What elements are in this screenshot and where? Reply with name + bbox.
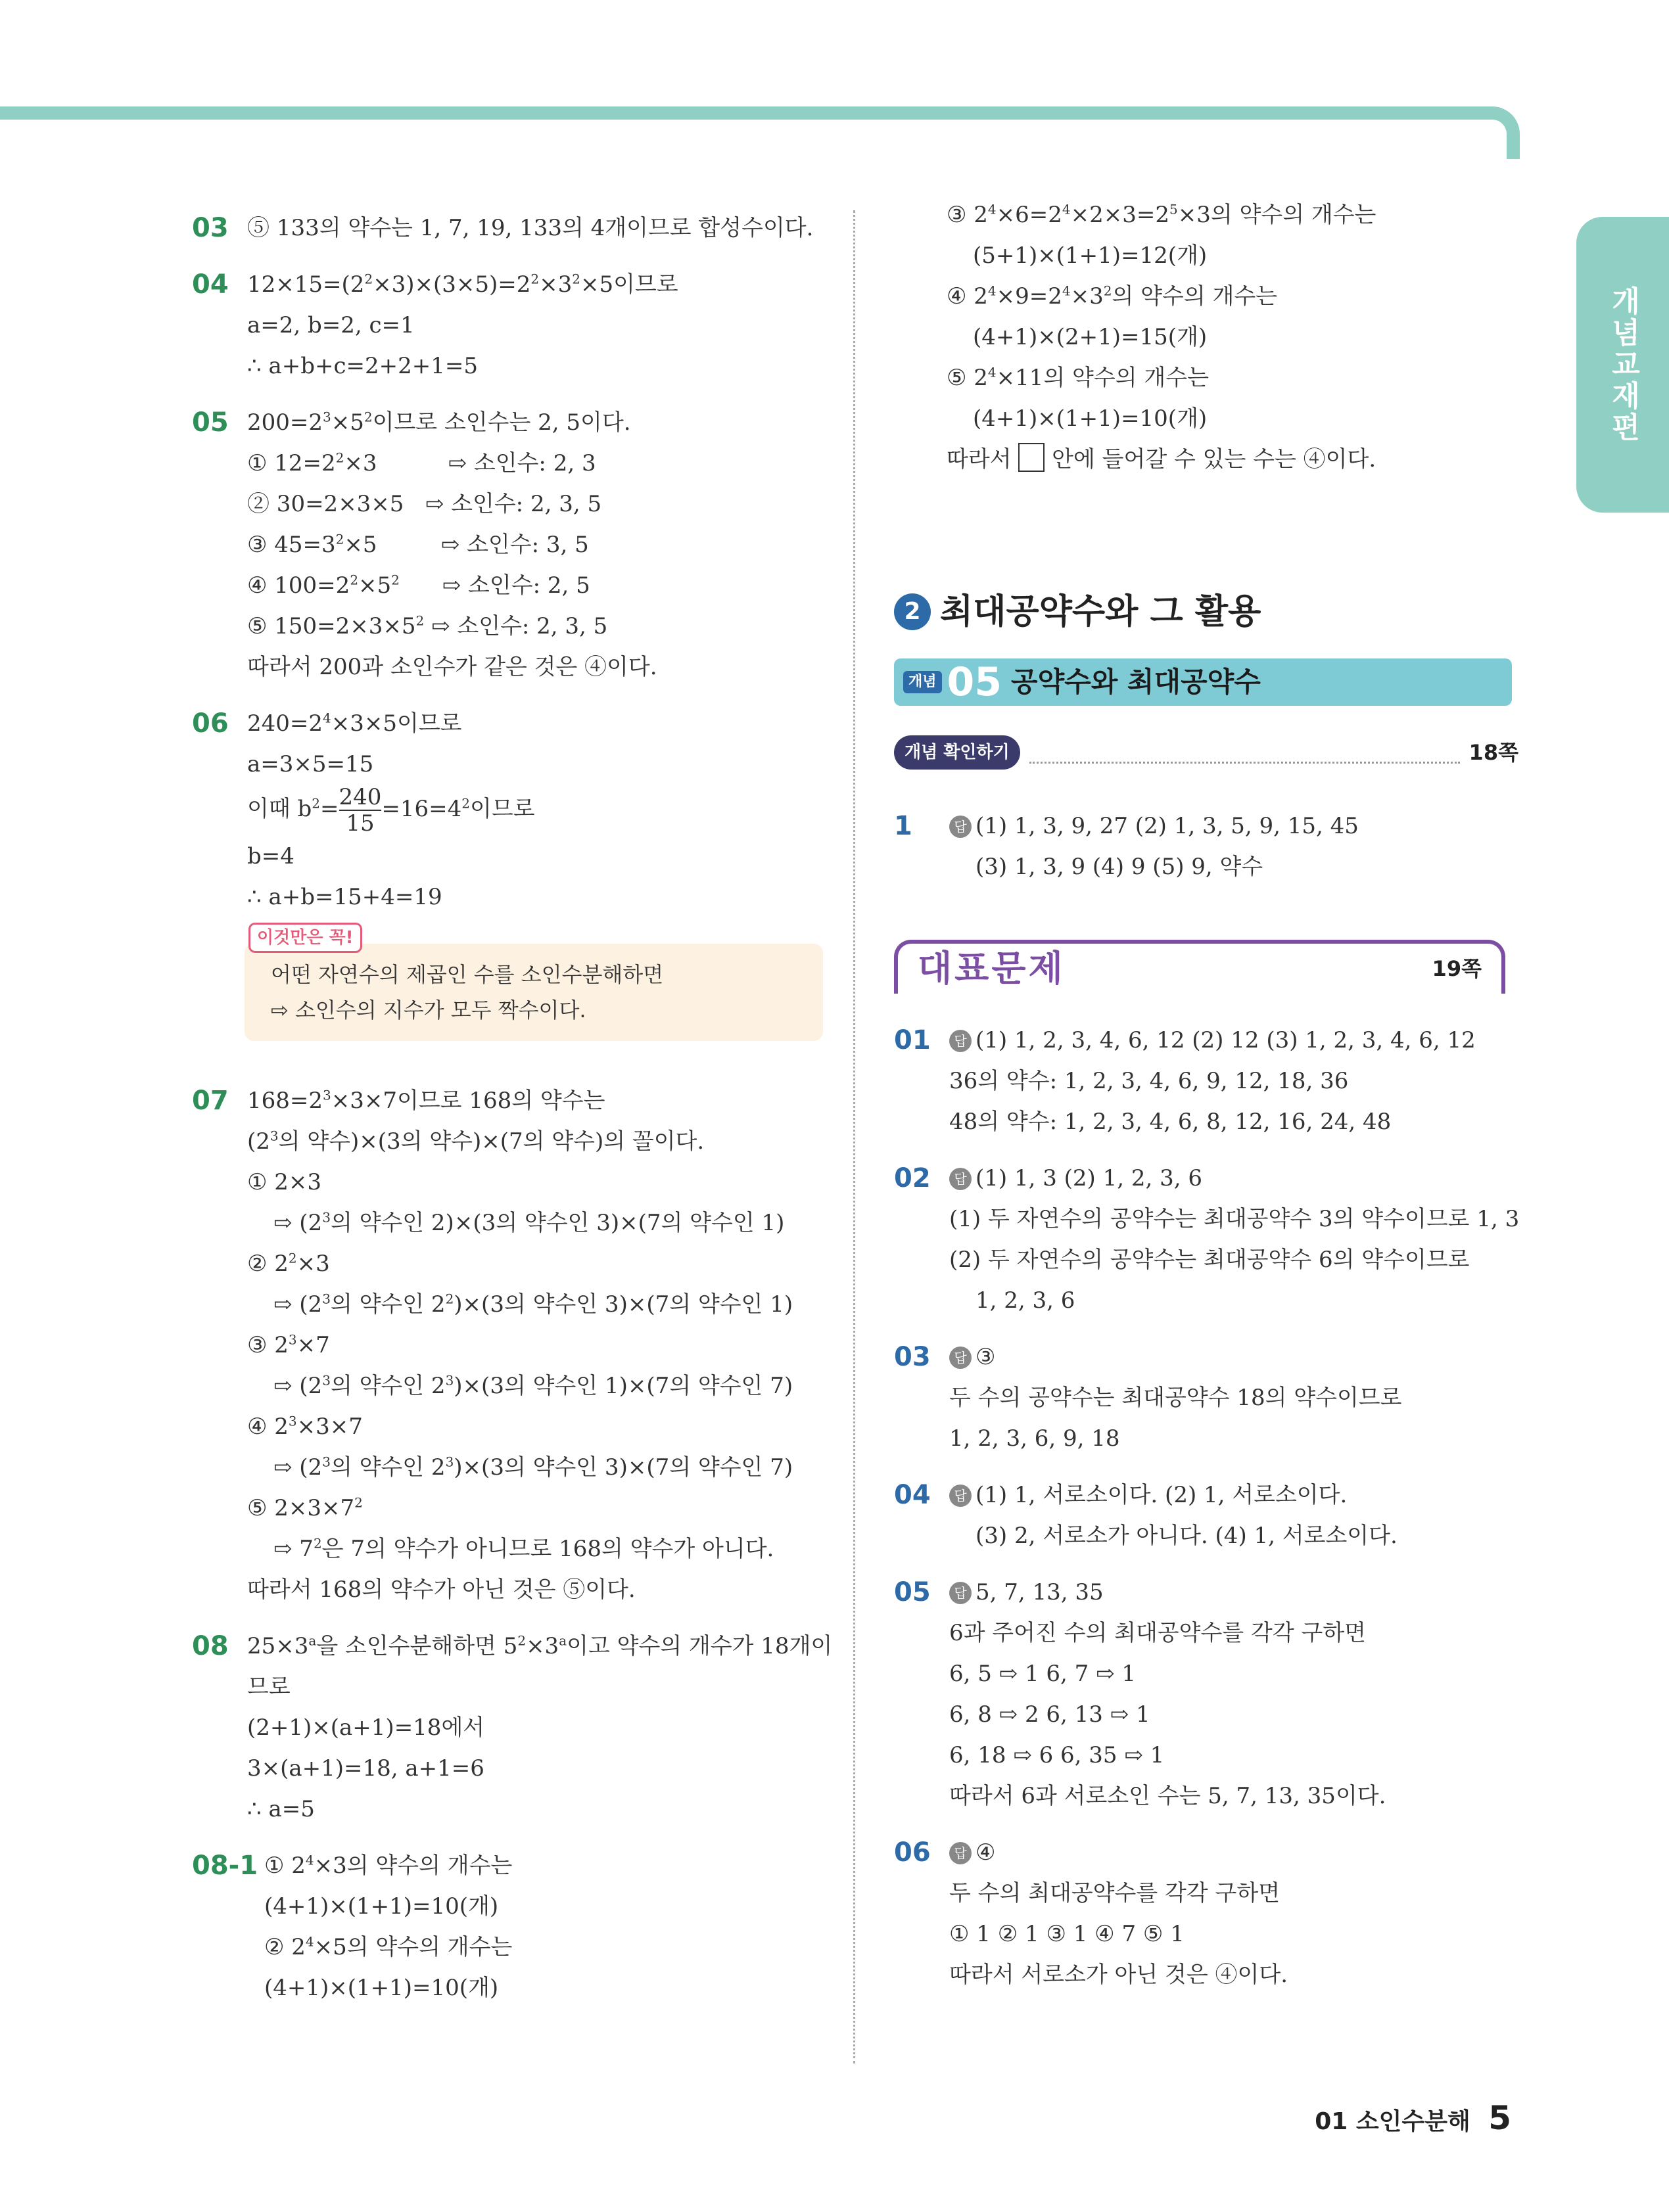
solution-line [949,1158,1518,1199]
problem-08 [192,1626,833,1830]
problem-number: 07 [192,1086,229,1116]
solution-line: 36의 약수: 1, 2, 3, 4, 6, 9, 12, 18, 36 [949,1068,1349,1094]
answer-badge: 답 [949,1168,972,1190]
top-decorative-bar [0,106,1505,120]
answer-text: (1) 1, 서로소이다. (2) 1, 서로소이다. [976,1482,1348,1508]
right-column [894,201,1520,2011]
solution-line: (4+1)×(1+1)=10(개) [973,405,1208,432]
solution-line: ∴ a+b+c=2+2+1=5 [247,353,478,379]
rep-title: 대표문제 [918,948,1066,989]
solution-line: (4+1)×(2+1)=15(개) [973,324,1208,350]
answer-badge: 답 [949,816,972,838]
problem-07 [192,1080,823,1610]
answer-text: ④ [976,1839,996,1866]
rep-05 [894,1572,1518,1816]
problem-number: 01 [894,1025,931,1055]
problem-04 [192,264,823,386]
answer-text: 5, 7, 13, 35 [976,1579,1104,1605]
solution-line: 6과 주어진 수의 최대공약수를 각각 구하면 [949,1620,1367,1646]
solution-line: $240=2^4\times 3\times 5$이므로 [247,710,462,737]
solution-line: ① $12=2^2\times 3$ ⇨ 소인수: 2, 3 [247,449,596,476]
solution-line: a=2, b=2, c=1 [247,312,415,338]
problem-number: 06 [192,708,229,739]
section-number: 2 [894,593,931,630]
rep-03 [894,1337,1518,1459]
solution-line: 따라서 안에 들어갈 수 있는 수는 ④이다. [947,439,1518,480]
problem-number: 1 [894,811,912,841]
solution-line [949,1832,1518,1873]
solution-line: ④ $100=2^2\times 5^2$ ⇨ 소인수: 2, 5 [247,572,590,599]
rep-02 [894,1158,1518,1321]
page-reference: 18쪽 [1469,740,1518,765]
side-tab: 개념교재편 [1576,217,1669,513]
solution-line: ② 30=2×3×5 ⇨ 소인수: 2, 3, 5 [247,491,602,517]
solution-line: ④ $2^3\times 3\times 7$ [247,1413,363,1440]
answer-text: (1) 1, 2, 3, 4, 6, 12 (2) 12 (3) 1, 2, 3, 4, 6, 12 [976,1027,1476,1053]
solution-line: ⇨ ($2^3$의 약수인 $2^3)\times(3$의 약수인 3)×(7의 약수인 7) [273,1454,793,1481]
solution-line: ② $2^4\times 5$의 약수의 개수는 [264,1933,513,1960]
solution-line: (4+1)×(1+1)=10(개) [264,1893,499,1920]
problem-number: 06 [894,1837,931,1868]
section-title: 최대공약수와 그 활용 [940,592,1261,632]
tip-box [245,928,823,1041]
tip-label: 이것만은 꼭! [248,923,362,953]
answer-text: ③ [976,1344,996,1370]
solution-line: 두 수의 공약수는 최대공약수 18의 약수이므로 [949,1385,1402,1411]
solution-line: ① 1 ② 1 ③ 1 ④ 7 ⑤ 1 [949,1921,1185,1947]
check-badge: 개념 확인하기 [894,735,1020,770]
solution-line: ② $2^2\times 3$ [247,1250,330,1277]
solution-line [949,1572,1518,1613]
concept-title: 공약수와 최대공약수 [1011,666,1261,698]
page-footer [1315,2099,1511,2137]
solution-line: ⇨ ($2^3$의 약수인 2)×(3의 약수인 3)×(7의 약수인 1) [273,1209,785,1236]
solution-line: 6, 5 ⇨ 1 6, 7 ⇨ 1 [949,1661,1137,1687]
problem-number: 02 [894,1163,931,1193]
concept-bar [894,658,1512,706]
solution-line: (5+1)×(1+1)=12(개) [973,242,1208,269]
solution-line: ∴ a=5 [247,1796,315,1822]
problem-number: 03 [192,213,229,243]
solution-line: ① 2×3 [247,1169,322,1195]
solution-line: ($2^3$의 약수)×(3의 약수)×(7의 약수)의 꼴이다. [247,1128,705,1155]
rep-01 [894,1020,1518,1142]
problem-06 [192,703,823,917]
problem-number: 08 [192,1631,229,1661]
solution-line: ③ $2^3\times 7$ [247,1331,330,1358]
top-bar-corner [1492,106,1520,159]
problem-number: 03 [894,1342,931,1372]
solution-line: ③ $2^4\times 6=2^4\times 2\times 3=2^5\times 3$의 약수의 개수는 [947,201,1376,228]
page-reference: 19쪽 [1432,956,1482,981]
check-row [894,732,1518,773]
answer-badge: 답 [949,1485,972,1507]
rep-04 [894,1475,1518,1556]
solution-line: ⑤ $2^4\times 11$의 약수의 개수는 [947,364,1209,391]
solution-line: ⇨ $7^2$은 7의 약수가 아니므로 168의 약수가 아니다. [273,1535,774,1562]
problem-number: 04 [894,1480,931,1510]
solution-line: ③ $45=3^2\times 5$ ⇨ 소인수: 3, 5 [247,531,589,558]
solution-line: (3) 2, 서로소가 아니다. (4) 1, 서로소이다. [976,1523,1398,1549]
solution-line: (1) 두 자연수의 공약수는 최대공약수 3의 약수이므로 1, 3 [949,1206,1520,1232]
concept-check-1 [894,806,1518,887]
solution-line: (4+1)×(1+1)=10(개) [264,1975,499,2001]
solution-line [949,1337,1518,1377]
problem-08-1 [192,1845,823,2008]
solution-line: ⑤ $150=2\times 3\times 5^2$ ⇨ 소인수: 2, 3, 5 [247,612,608,639]
concept-number: 05 [947,659,1002,705]
solution-line: ⑤ 133의 약수는 1, 7, 19, 133의 4개이므로 합성수이다. [247,215,814,241]
solution-line: $12\times 15=(2^2\times 3)\times(3\times 5)=2^2\times 3^2\times 5$이므로 [247,271,678,298]
fraction: $\frac{240}{15}$ [339,784,382,837]
solution-line: $25\times 3^a$을 소인수분해하면 $5^2\times 3^a$이고 약수의 개수가 18개이 [247,1632,833,1659]
solution-line: $168=2^3\times 3\times 7$이므로 168의 약수는 [247,1087,605,1114]
solution-line: ⇨ ($2^3$의 약수인 $2^2)\times(3$의 약수인 3)×(7의 약수인 1) [273,1291,793,1318]
solution-line: 6, 18 ⇨ 6 6, 35 ⇨ 1 [949,1742,1165,1768]
answer-badge: 답 [949,1030,972,1052]
solution-line: ① $2^4\times 3$의 약수의 개수는 [264,1852,513,1879]
tip-line: ⇨ 소인수의 지수가 모두 짝수이다. [271,998,586,1023]
solution-line: 48의 약수: 1, 2, 3, 4, 6, 8, 12, 16, 24, 48 [949,1109,1392,1135]
solution-line: ⑤ $2\times 3\times 7^2$ [247,1494,363,1521]
problem-number: 05 [894,1577,931,1607]
tip-line: 어떤 자연수의 제곱인 수를 소인수분해하면 [271,962,664,987]
solution-line: b=4 [247,843,294,869]
answer-badge: 답 [949,1842,972,1864]
problem-03 [192,208,823,248]
solution-line: 두 수의 최대공약수를 각각 구하면 [949,1880,1281,1906]
problem-05 [192,402,823,687]
page-number: 5 [1488,2099,1511,2137]
column-divider [853,210,855,2063]
answer-text: (1) 1, 3 (2) 1, 2, 3, 6 [976,1165,1202,1191]
concept-tag: 개념 [903,671,942,693]
solution-line: (2) 두 자연수의 공약수는 최대공약수 6의 약수이므로 [949,1247,1470,1273]
solution-line [949,806,1518,846]
rep-06 [894,1832,1518,1995]
solution-line: 따라서 200과 소인수가 같은 것은 ④이다. [247,654,657,680]
continued-08-1 [894,195,1518,480]
problem-number: 05 [192,407,229,438]
solution-line: 따라서 6과 서로소인 수는 5, 7, 13, 35이다. [949,1783,1386,1809]
solution-line: 1, 2, 3, 6 [976,1287,1075,1314]
blank-box [1018,443,1045,472]
solution-line: 1, 2, 3, 6, 9, 18 [949,1425,1120,1452]
solution-line: 3×(a+1)=18, a+1=6 [247,1755,484,1782]
solution-line: 므로 [247,1674,291,1700]
solution-line: ∴ a+b=15+4=19 [247,884,442,910]
solution-line: 따라서 168의 약수가 아닌 것은 ⑤이다. [247,1577,636,1603]
answer-text: (1) 1, 3, 9, 27 (2) 1, 3, 5, 9, 15, 45 [976,813,1359,839]
representative-header [894,940,1505,994]
solution-line: 6, 8 ⇨ 2 6, 13 ⇨ 1 [949,1701,1150,1728]
solution-line: ⇨ ($2^3$의 약수인 $2^3)\times(3$의 약수인 1)×(7의 약수인 7) [273,1372,793,1399]
solution-line: (3) 1, 3, 9 (4) 9 (5) 9, 약수 [976,854,1263,880]
solution-line [949,1475,1518,1515]
solution-line: (2+1)×(a+1)=18에서 [247,1715,485,1741]
fraction-line: 이때 $b^2=$ $\frac{240}{15}$ $=16=4^2$이므로 [247,784,535,837]
section-heading [894,591,1518,632]
solution-line: 따라서 서로소가 아닌 것은 ④이다. [949,1962,1288,1988]
solution-line: a=3×5=15 [247,751,374,777]
problem-number: 04 [192,269,229,300]
chapter-label: 01 소인수분해 [1315,2108,1470,2135]
problem-number: 08-1 [192,1851,258,1881]
dotted-leader [1029,742,1460,764]
answer-badge: 답 [949,1582,972,1604]
left-column [192,208,833,2024]
solution-line: $200=2^3\times 5^2$이므로 소인수는 2, 5이다. [247,409,631,436]
solution-line: ④ $2^4\times 9=2^4\times 3^2$의 약수의 개수는 [947,283,1278,310]
answer-badge: 답 [949,1347,972,1369]
solution-line [949,1020,1518,1061]
